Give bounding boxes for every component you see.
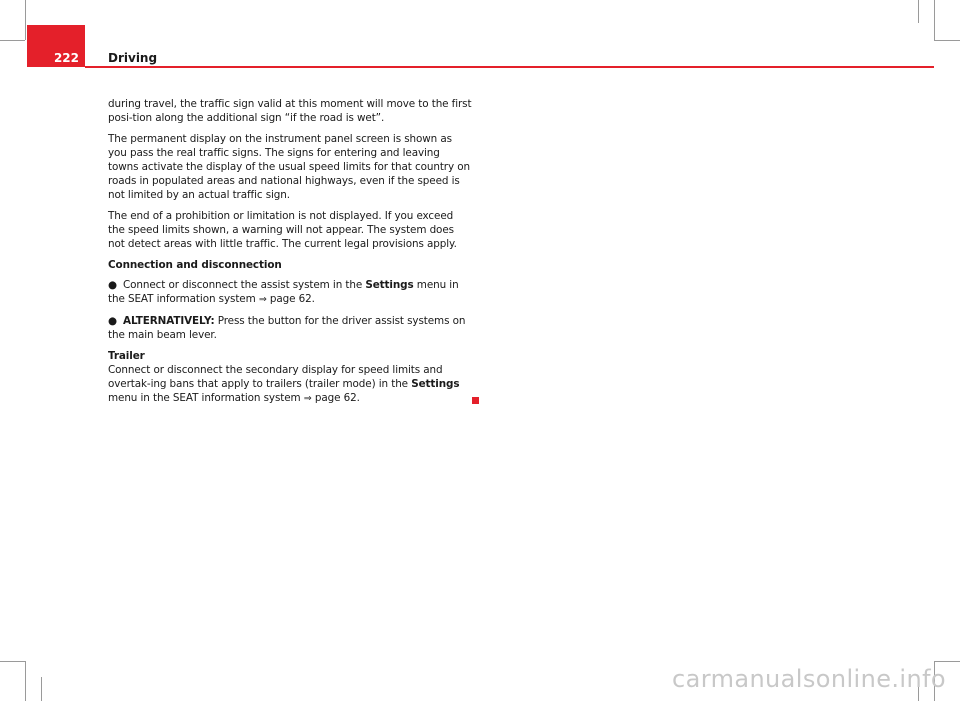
crop-mark xyxy=(0,40,25,41)
page-reference[interactable]: page 62. xyxy=(311,392,360,404)
heading-trailer: Trailer xyxy=(108,350,145,362)
crop-mark xyxy=(918,0,919,23)
reference-arrow-icon: ⇒ xyxy=(258,294,267,305)
settings-label: Settings xyxy=(365,279,414,291)
bullet-text: Connect or disconnect the assist system in the xyxy=(123,279,366,291)
bullet-text: Press the button for the driver assist systems on the main beam lever. xyxy=(108,315,466,341)
crop-mark xyxy=(41,677,42,701)
crop-mark xyxy=(0,661,25,662)
page-number-box xyxy=(27,25,85,67)
crop-mark xyxy=(934,40,960,41)
bullet-text: menu in the SEAT information system xyxy=(108,279,459,305)
section-end-marker-icon xyxy=(472,397,479,404)
crop-mark xyxy=(25,661,26,701)
paragraph-end-of-prohibition: The end of a prohibition or limitation is not displayed. If you exceed the speed limits shown, a warning will not appear. The system does not detect areas with little traffic. The current legal provisions apply. xyxy=(108,210,457,250)
page-reference[interactable]: page 62. xyxy=(266,293,315,305)
heading-connection: Connection and disconnection xyxy=(108,259,282,271)
header-rule xyxy=(85,66,934,68)
crop-mark xyxy=(934,661,960,662)
bullet-item-alternatively xyxy=(108,314,473,342)
settings-label: Settings xyxy=(411,378,460,390)
page-number: 222 xyxy=(53,51,79,65)
bullet-icon: ● xyxy=(108,279,117,291)
page-content xyxy=(108,97,473,413)
reference-arrow-icon: ⇒ xyxy=(303,393,312,404)
section-title: Driving xyxy=(108,51,158,65)
alternatively-label: ALTERNATIVELY: xyxy=(123,315,215,327)
paragraph-traffic-sign: during travel, the traffic sign valid at this moment will move to the first posi-tion along the additional sign “if the road is wet”. xyxy=(108,98,472,124)
trailer-text: Connect or disconnect the secondary display for speed limits and overtak-ing bans that apply to trailers (trailer mode) in the xyxy=(108,364,443,390)
bullet-item-settings xyxy=(108,278,473,307)
paragraph-permanent-display: The permanent display on the instrument panel screen is shown as you pass the real traffic signs. The signs for entering and leaving towns activate the display of the usual speed limits for that country on roads in populated areas and national highways, even if the speed is not limited by an actual traffic sign. xyxy=(108,133,470,201)
bullet-icon: ● xyxy=(108,315,117,327)
crop-mark xyxy=(934,0,935,40)
trailer-text: menu in the SEAT information system xyxy=(108,392,304,404)
crop-mark xyxy=(25,0,26,40)
paragraph-trailer xyxy=(108,363,473,406)
watermark: carmanualsonline.info xyxy=(672,665,946,693)
